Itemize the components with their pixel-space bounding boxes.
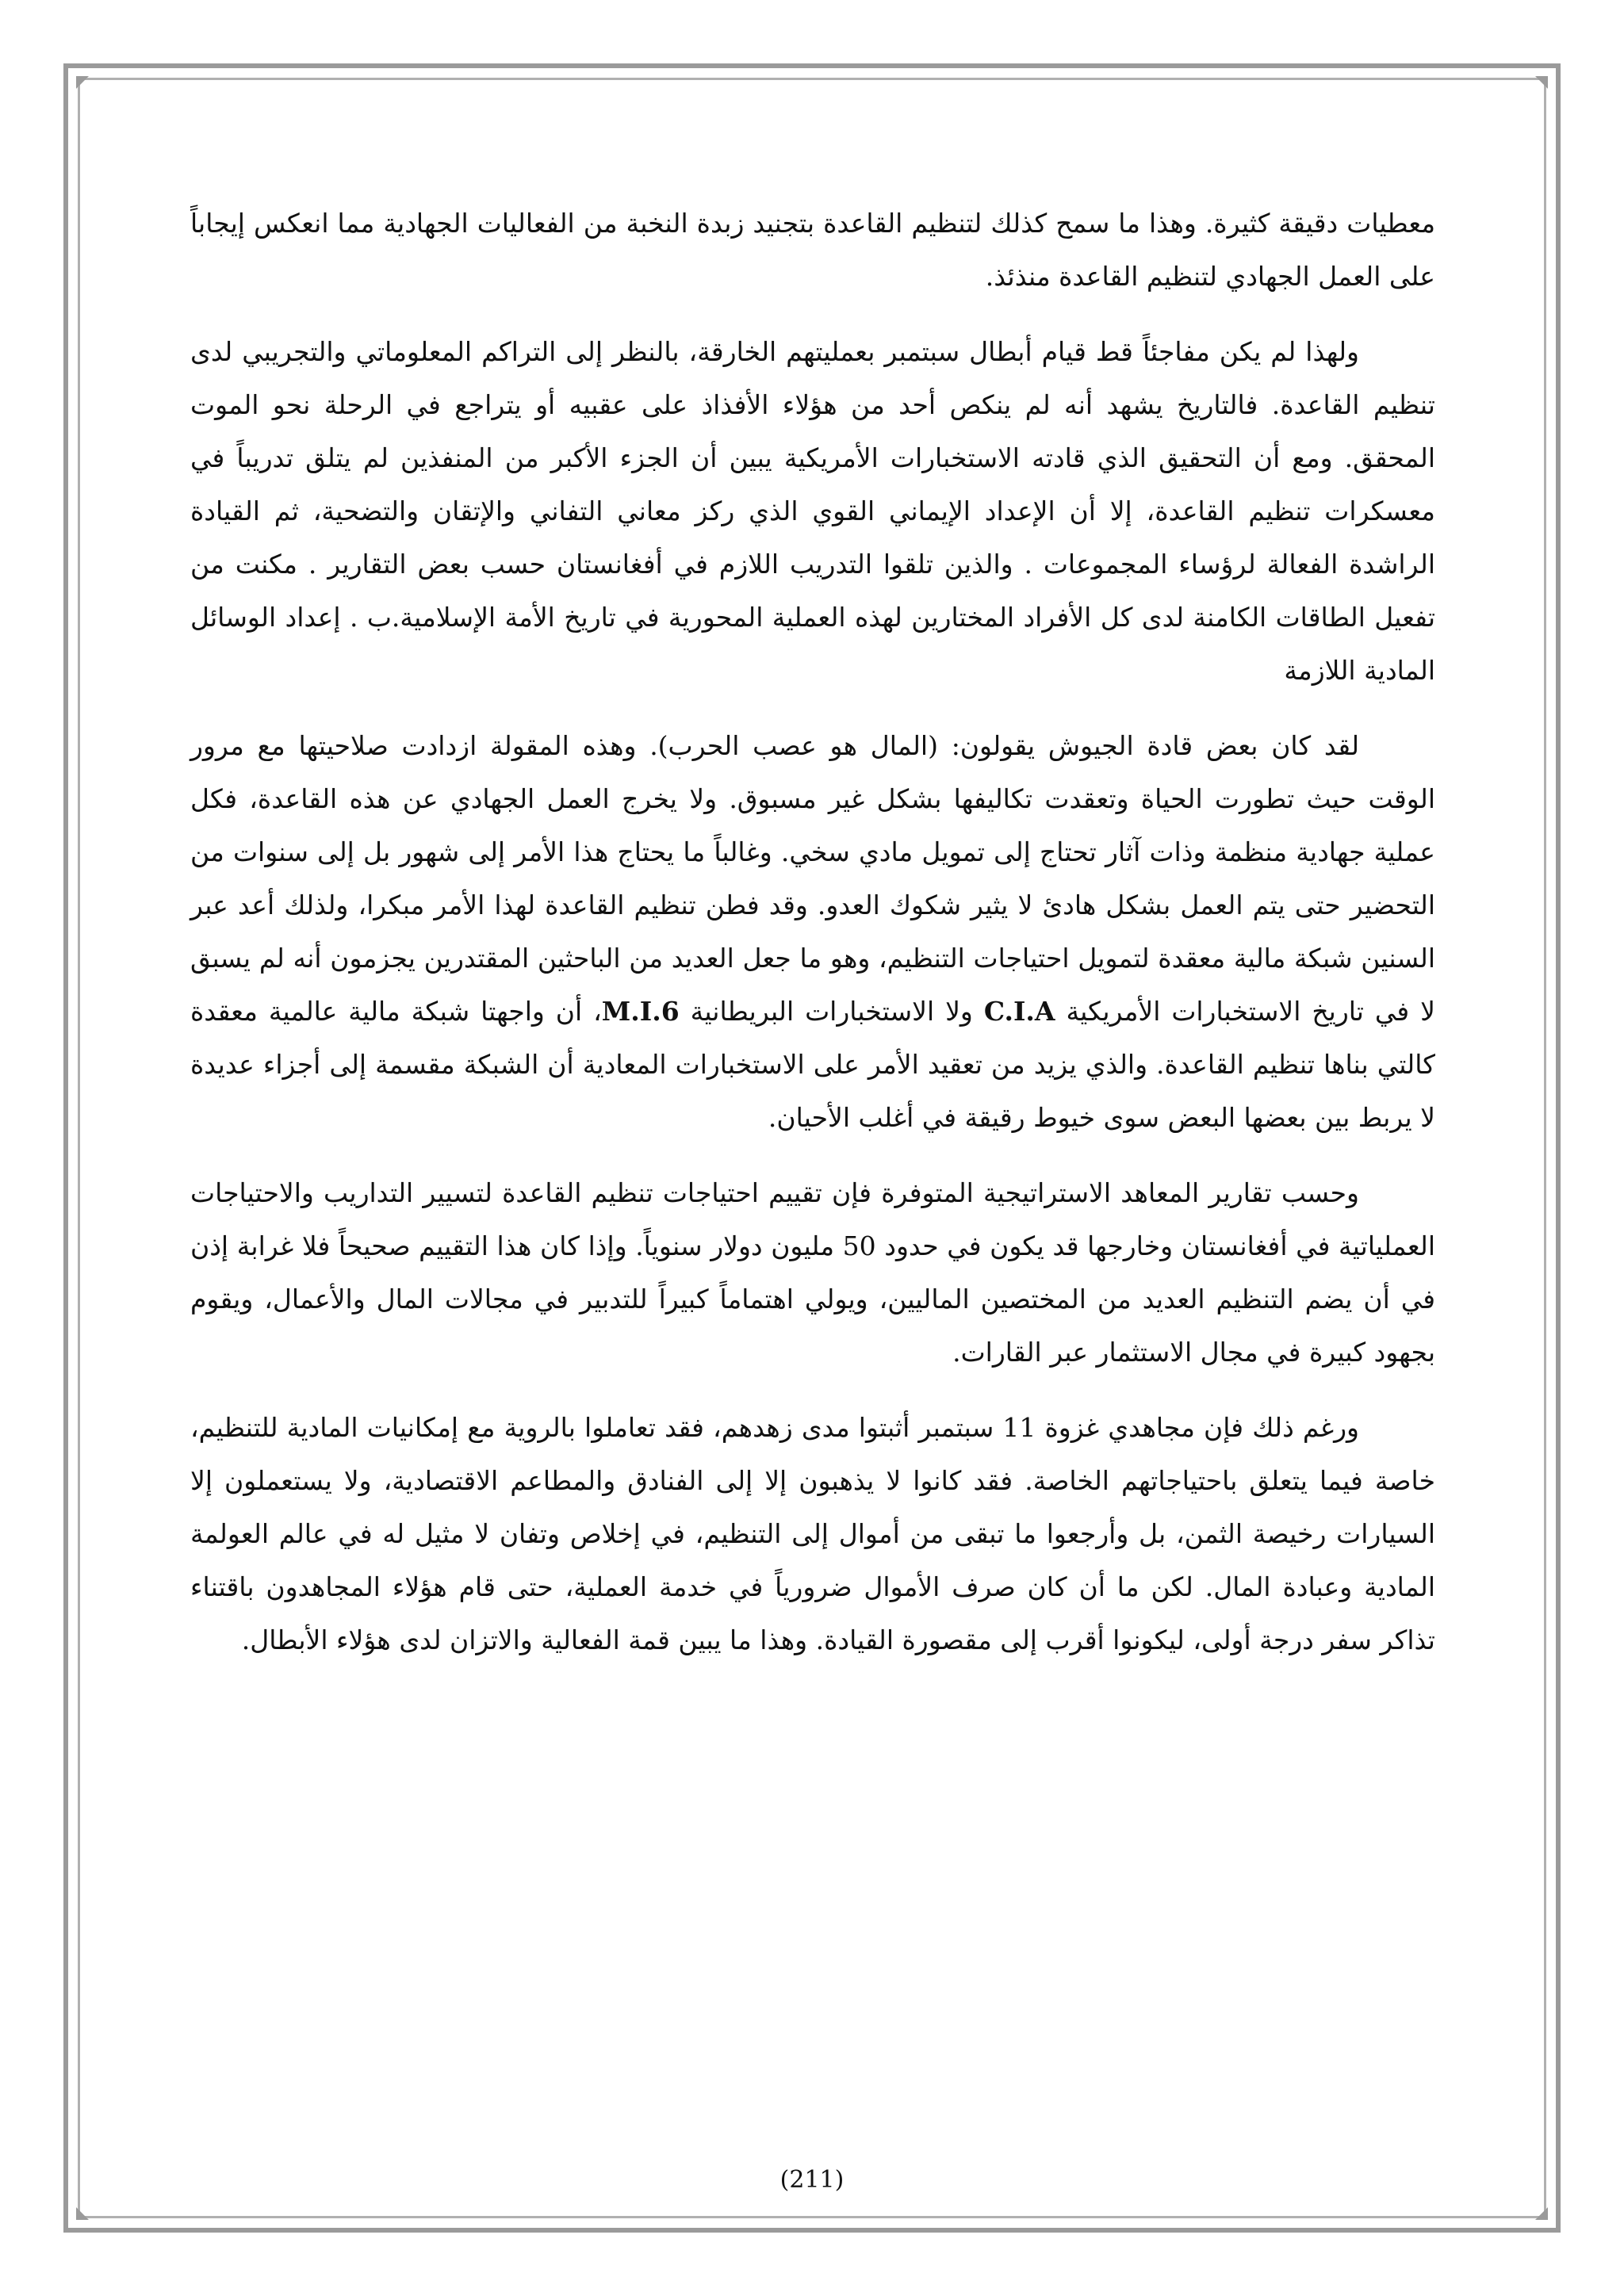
paragraph-1: معطيات دقيقة كثيرة. وهذا ما سمح كذلك لتنظيم القاعدة بتجنيد زبدة النخبة من الفعاليات الجهادية مما انعكس إيجاباً على العمل الجهادي لتنظيم القاعدة منذئذ.	[190, 208, 1435, 292]
paragraph-5: ورغم ذلك فإن مجاهدي غزوة 11 سبتمبر أثبتوا مدى زهدهم، فقد تعاملوا بالروية مع إمكانيات المادية للتنظيم، خاصة فيما يتعلق باحتياجاتهم الخاصة. فقد كانوا لا يذهبون إلا إلى الفنادق والمطاعم الاقتصادية، ولا يستعملون إلا السيارات رخيصة الثمن، بل وأرجعوا ما تبقى من أموال إلى التنظيم، في إخلاص وتفان لا مثيل له في عالم العولمة المادية وعبادة المال. لكن ما أن كان صرف الأموال ضرورياً في خدمة العملية، حتى قام هؤلاء المجاهدون باقتناء تذاكر سفر درجة أولى، ليكونوا أقرب إلى مقصورة القيادة. وهذا ما يبين قمة الفعالية والاتزان لدى هؤلاء الأبطال.	[190, 1412, 1435, 1655]
frame-corner-ornament	[76, 76, 89, 89]
document-body	[190, 197, 1435, 1689]
cia-term: C.I.A	[983, 996, 1055, 1027]
mi6-term: M.I.6	[601, 996, 680, 1027]
frame-corner-ornament	[76, 2207, 89, 2220]
paragraph-2: ولهذا لم يكن مفاجئاً قط قيام أبطال سبتمبر بعمليتهم الخارقة، بالنظر إلى التراكم المعلوماتي والتجريبي لدى تنظيم القاعدة. فالتاريخ يشهد أنه لم ينكص أحد من هؤلاء الأفذاذ على عقبيه أو يتراجع في الرحلة نحو الموت المحقق. ومع أن التحقيق الذي قادته الاستخبارات الأمريكية يبين أن الجزء الأكبر من المنفذين لم يتلق تدريباً في معسكرات تنظيم القاعدة، إلا أن الإعداد الإيماني القوي الذي ركز معاني التفاني والإتقان والتضحية، ثم القيادة الراشدة الفعالة لرؤساء المجموعات . والذين تلقوا التدريب اللازم في أفغانستان حسب بعض التقارير . مكنت من تفعيل الطاقات الكامنة لدى كل الأفراد المختارين لهذه العملية المحورية في تاريخ الأمة الإسلامية.ب . إعداد الوسائل المادية اللازمة	[190, 336, 1435, 686]
page-number: (211)	[779, 2166, 845, 2194]
paragraph-3-part-1: لقد كان بعض قادة الجيوش يقولون: (المال هو عصب الحرب). وهذه المقولة ازدادت صلاحيتها مع مرور الوقت حيث تطورت الحياة وتعقدت تكاليفها بشكل غير مسبوق. ولا يخرج العمل الجهادي عن هذه القاعدة، فكل عملية جهادية منظمة وذات آثار تحتاج إلى تمويل مادي سخي. وغالباً ما يحتاج هذا الأمر إلى شهور بل إلى سنوات من التحضير حتى يتم العمل بشكل هادئ لا يثير شكوك العدو. وقد فطن تنظيم القاعدة لهذا الأمر مبكرا، ولذلك أعد عبر السنين شبكة مالية معقدة لتمويل احتياجات التنظيم، وهو ما جعل العديد من الباحثين المقتدرين يجزمون أنه لم يسبق لا في تاريخ الاستخبارات الأمريكية	[190, 730, 1435, 1027]
paragraph-3-part-3: ، أن واجهتا شبكة مالية عالمية معقدة كالتي بناها تنظيم القاعدة. والذي يزيد من تعقيد الأمر على الاستخبارات المعادية أن الشبكة مقسمة إلى أجزاء عديدة لا يربط بين بعضها البعض سوى خيوط رقيقة في أغلب الأحيان.	[190, 996, 1435, 1133]
frame-corner-ornament	[1535, 76, 1548, 89]
paragraph-3	[190, 719, 1435, 1144]
paragraph-3-part-2: ولا الاستخبارات البريطانية	[690, 996, 973, 1027]
paragraph-4: وحسب تقارير المعاهد الاستراتيجية المتوفرة فإن تقييم احتياجات تنظيم القاعدة لتسيير التداريب والاحتياجات العملياتية في أفغانستان وخارجها قد يكون في حدود 50 مليون دولار سنوياً. وإذا كان هذا التقييم صحيحاً فلا غرابة إذن في أن يضم التنظيم العديد من المختصين الماليين، ويولي اهتماماً كبيراً للتدبير في مجالات المال والأعمال، ويقوم بجهود كبيرة في مجال الاستثمار عبر القارات.	[190, 1177, 1435, 1368]
frame-corner-ornament	[1535, 2207, 1548, 2220]
